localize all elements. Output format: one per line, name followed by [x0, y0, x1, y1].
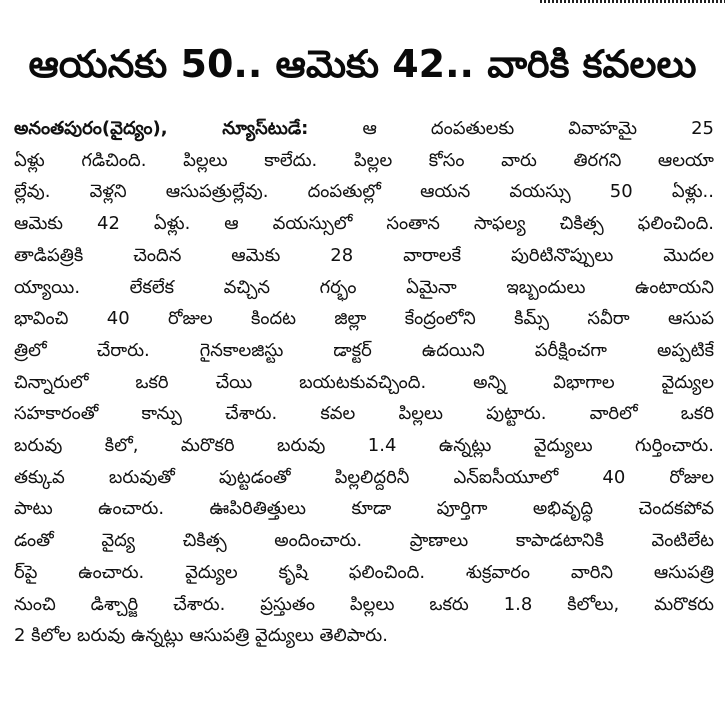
article-line: భావించి 40 రోజుల కిందట జిల్లా కేంద్రంలోని కిమ్స్ సవీరా ఆసుప — [14, 308, 714, 330]
article-line: సహకారంతో కాన్పు చేశారు. కవల పిల్లలు పుట్టారు. వారిలో ఒకరి — [14, 403, 714, 425]
article-body — [14, 113, 714, 652]
article-dateline: అనంతపురం(వైద్యం), న్యూస్‌టుడే: — [14, 118, 309, 139]
article-line: ర్‌పై ఉంచారు. వైద్యుల కృషి ఫలించింది. శుక్రవారం వారిని ఆసుపత్రి — [14, 561, 714, 583]
article-line: ఆమెకు 42 ఏళ్లు. ఆ వయస్సులో సంతాన సాఫల్య చికిత్స ఫలించింది. — [14, 213, 714, 235]
article-line: ల్లేవు. వెళ్లని ఆసుపత్రుల్లేవు. దంపతుల్లో ఆయన వయస్సు 50 ఏళ్లు.. — [14, 181, 714, 203]
article-line-first — [14, 113, 714, 145]
article-line: తక్కువ బరువుతో పుట్టడంతో పిల్లలిద్దరినీ ఎన్ఐసీయూలో 40 రోజుల — [14, 466, 714, 488]
article-line: డంతో వైద్య చికిత్స అందించారు. ప్రాణాలు కాపాడటానికి వెంటిలేట — [14, 530, 714, 552]
article-line: తాడిపత్రికి చెందిన ఆమెకు 28 వారాలకే పురిటినొప్పులు మొదల — [14, 244, 714, 266]
article-line: చిన్నారులో ఒకరి చేయి బయటకువచ్చింది. అన్ని విభాగాల వైద్యుల — [14, 371, 714, 393]
article-line: బరువు కిలో, మరొకరి బరువు 1.4 ఉన్నట్లు వైద్యులు గుర్తించారు. — [14, 435, 714, 457]
article-line-last: 2 కిలోల బరువు ఉన్నట్లు ఆసుపత్రి వైద్యులు తెలిపారు. — [14, 625, 388, 647]
article-line: పాటు ఉంచారు. ఊపిరితిత్తులు కూడా పూర్తిగా అభివృద్ధి చెందకపోవ — [14, 498, 714, 520]
article-line-first-text: ఆ దంపతులకు వివాహమై 25 — [362, 118, 714, 139]
top-dotted-rule — [540, 0, 725, 3]
article-headline: ఆయనకు 50.. ఆమెకు 42.. వారికి కవలలు — [28, 42, 697, 86]
article-line: త్రిలో చేరారు. గైనకాలజిస్టు డాక్టర్ ఉదయిని పరీక్షించగా అప్పటికే — [14, 339, 714, 361]
article-line: య్యాయి. లేకలేక వచ్చిన గర్భం ఏమైనా ఇబ్బందులు ఉంటాయని — [14, 276, 714, 298]
article-line: నుంచి డిశ్చార్జి చేశారు. ప్రస్తుతం పిల్లలు ఒకరు 1.8 కిలోలు, మరొకరు — [14, 593, 714, 615]
article-line: ఏళ్లు గడిచింది. పిల్లలు కాలేదు. పిల్లల కోసం వారు తిరగని ఆలయా — [14, 149, 714, 171]
